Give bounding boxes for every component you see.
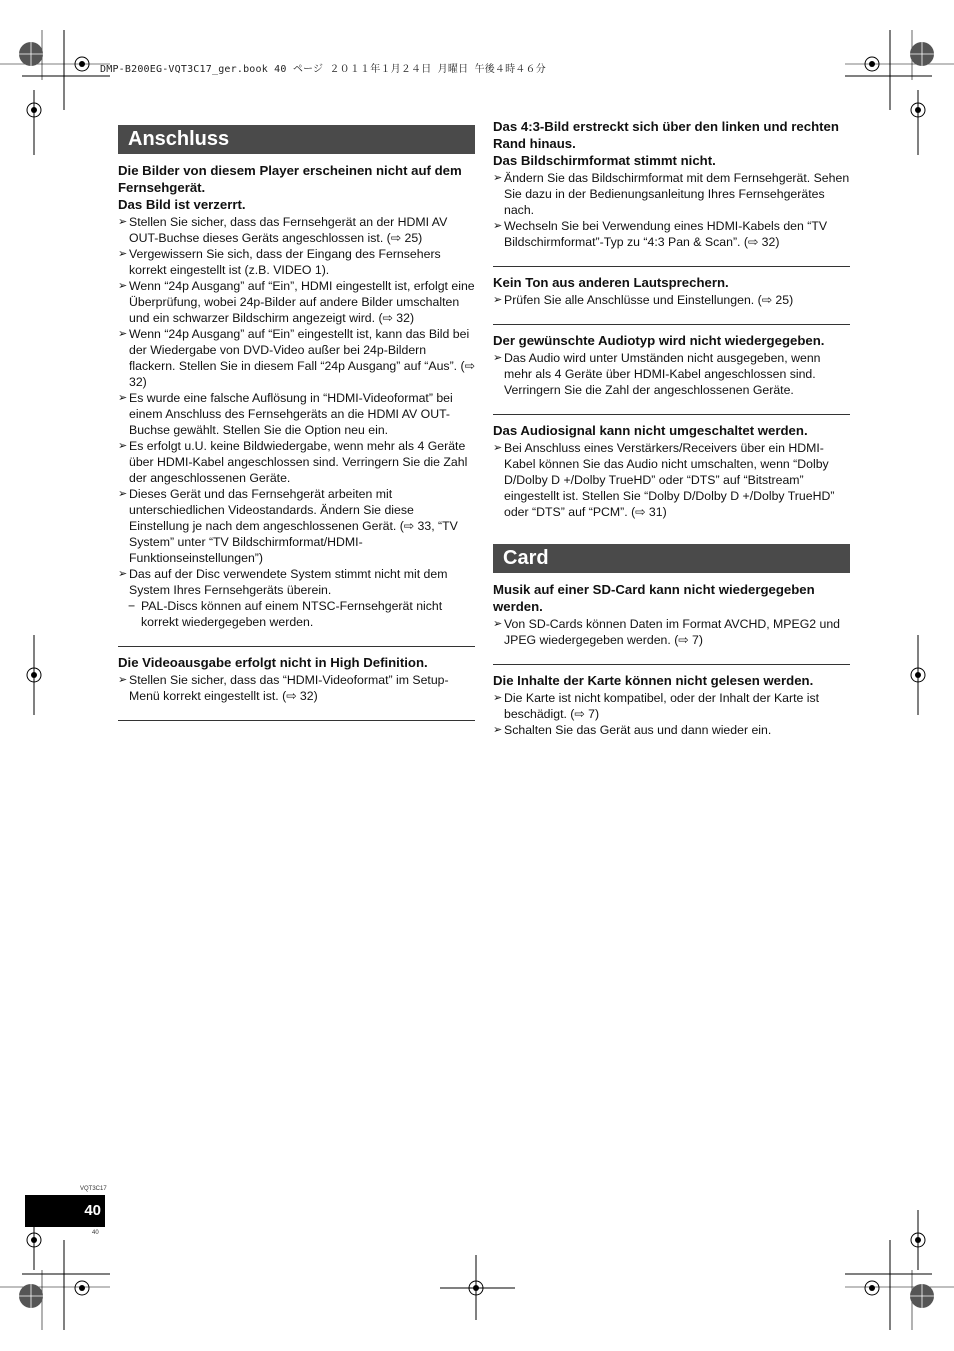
arrow-bullet-icon: ➢ bbox=[118, 488, 128, 500]
arrow-bullet-icon: ➢ bbox=[493, 172, 503, 184]
answer-item: ➢ Vergewissern Sie sich, dass der Eingang des Fernsehers korrekt eingestellt ist (z.B. VIDEO 1). bbox=[118, 247, 441, 277]
answer-item: ➢ Stellen Sie sicher, dass das Fernsehgerät an der HDMI AV OUT-Buchse dieses Geräts angeschlossen ist. (⇨ 25) bbox=[118, 215, 448, 245]
page-number-small: 40 bbox=[92, 1230, 99, 1236]
arrow-bullet-icon: ➢ bbox=[118, 440, 128, 452]
answer-item: ➢ Dieses Gerät und das Fernsehgerät arbeiten mit unterschiedlichen Videostandards. Ändern Sie diese Einstellung je nach dem angeschlossenen Gerät. (⇨ 33, “TV System” unter “TV Bildschirmformat/HDMI-Funktionseinstellungen”) bbox=[118, 487, 458, 565]
arrow-bullet-icon: ➢ bbox=[493, 618, 503, 630]
section-title-anschluss: Anschluss bbox=[118, 125, 475, 154]
arrow-bullet-icon: ➢ bbox=[493, 724, 503, 736]
arrow-bullet-icon: ➢ bbox=[118, 216, 128, 228]
arrow-bullet-icon: ➢ bbox=[493, 294, 503, 306]
answer-item: ➢ Prüfen Sie alle Anschlüsse und Einstellungen. (⇨ 25) bbox=[493, 293, 794, 307]
question-heading: Das 4:3-Bild erstreckt sich über den linken und rechten Rand hinaus. bbox=[493, 119, 839, 151]
arrow-bullet-icon: ➢ bbox=[493, 692, 503, 704]
model-code: VQT3C17 bbox=[80, 1186, 107, 1192]
question-heading: Die Videoausgabe erfolgt nicht in High Definition. bbox=[118, 655, 428, 670]
answer-item: ➢ Die Karte ist nicht kompatibel, oder der Inhalt der Karte ist beschädigt. (⇨ 7) bbox=[493, 691, 820, 721]
answer-item: ➢ Wenn “24p Ausgang” auf “Ein”, HDMI eingestellt ist, erfolgt eine Überprüfung, wobei 24p-Bilder auf andere Bilder umschalten und ein schwarzer Bildschirm angezeigt wird. (⇨ 32) bbox=[118, 279, 475, 325]
arrow-bullet-icon: ➢ bbox=[118, 328, 128, 340]
question-heading: Der gewünschte Audiotyp wird nicht wiedergegeben. bbox=[493, 333, 825, 348]
arrow-bullet-icon: ➢ bbox=[118, 568, 128, 580]
page-number-box: 40 bbox=[25, 1195, 105, 1227]
question-heading: Kein Ton aus anderen Lautsprechern. bbox=[493, 275, 729, 290]
arrow-bullet-icon: ➢ bbox=[493, 220, 503, 232]
arrow-bullet-icon: ➢ bbox=[118, 392, 128, 404]
answer-item: ➢ Das auf der Disc verwendete System stimmt nicht mit dem System Ihres Fernsehgeräts überein. bbox=[118, 567, 448, 597]
section-title-card: Card bbox=[493, 544, 850, 573]
answer-item: ➢ Es erfolgt u.U. keine Bildwiedergabe, wenn mehr als 4 Geräte über HDMI-Kabel angeschlossen sind. Verringern Sie die Zahl der angeschlossenen Geräte. bbox=[118, 439, 468, 485]
question-heading: Musik auf einer SD-Card kann nicht wiedergegeben werden. bbox=[493, 582, 815, 614]
answer-item: ➢ Wechseln Sie bei Verwendung eines HDMI-Kabels den “TV Bildschirmformat”-Typ zu “4:3 Pan & Scan”. (⇨ 32) bbox=[493, 219, 828, 249]
arrow-bullet-icon: ➢ bbox=[118, 280, 128, 292]
question-heading: Die Bilder von diesem Player erscheinen nicht auf dem Fernsehgerät. bbox=[118, 163, 462, 195]
arrow-bullet-icon: ➢ bbox=[493, 352, 503, 364]
question-heading: Das Audiosignal kann nicht umgeschaltet werden. bbox=[493, 423, 808, 438]
question-heading: Das Bild ist verzerrt. bbox=[118, 197, 246, 212]
answer-item: ➢ Bei Anschluss eines Verstärkers/Receivers über ein HDMI-Kabel können Sie das Audio nicht umschalten, wenn “Dolby D/Dolby D +/Dolby TrueHD” oder “DTS” auf “Bitstream” eingestellt ist. Stellen Sie “Dolby D/Dolby D +/Dolby TrueHD” oder “DTS” auf “PCM”. (⇨ 31) bbox=[493, 441, 835, 519]
print-header: DMP-B200EG-VQT3C17_ger.book 40 ページ ２０１１年１月２４日 月曜日 午後４時４６分 bbox=[100, 64, 546, 75]
arrow-bullet-icon: ➢ bbox=[118, 674, 128, 686]
answer-item: ➢ Wenn “24p Ausgang” auf “Ein” eingestellt ist, kann das Bild bei der Wiedergabe von DVD-Video außer bei 24p-Bildern flackern. Stellen Sie in diesem Fall “24p Ausgang” auf “Aus”. (⇨ 32) bbox=[118, 327, 475, 389]
answer-item: ➢ Ändern Sie das Bildschirmformat mit dem Fernsehgerät. Sehen Sie dazu in der Bedienungsanleitung Ihres Fernsehgerätes nach. bbox=[493, 171, 850, 217]
answer-item: ➢ Es wurde eine falsche Auflösung in “HDMI-Videoformat” bei einem Anschluss des Fernsehgeräts an die HDMI AV OUT-Buchse gewählt. Stellen Sie die Option neu ein. bbox=[118, 391, 453, 437]
answer-item: ➢ Von SD-Cards können Daten im Format AVCHD, MPEG2 und JPEG wiedergegeben werden. (⇨ 7) bbox=[493, 617, 841, 647]
question-heading: Das Bildschirmformat stimmt nicht. bbox=[493, 153, 716, 168]
arrow-bullet-icon: ➢ bbox=[118, 248, 128, 260]
answer-item: ➢ Stellen Sie sicher, dass das “HDMI-Videoformat” im Setup-Menü korrekt eingestellt ist. (⇨ 32) bbox=[118, 673, 449, 703]
answer-item: ➢ Das Audio wird unter Umständen nicht ausgegeben, wenn mehr als 4 Geräte über HDMI-Kabel angeschlossen sind. Verringern Sie die Zahl der angeschlossenen Geräte. bbox=[493, 351, 821, 397]
answer-subitem: − PAL-Discs können auf einem NTSC-Fernsehgerät nicht korrekt wiedergegeben werden. bbox=[128, 599, 443, 629]
question-heading: Die Inhalte der Karte können nicht gelesen werden. bbox=[493, 673, 814, 688]
arrow-bullet-icon: ➢ bbox=[493, 442, 503, 454]
answer-item: ➢ Schalten Sie das Gerät aus und dann wieder ein. bbox=[493, 723, 772, 737]
